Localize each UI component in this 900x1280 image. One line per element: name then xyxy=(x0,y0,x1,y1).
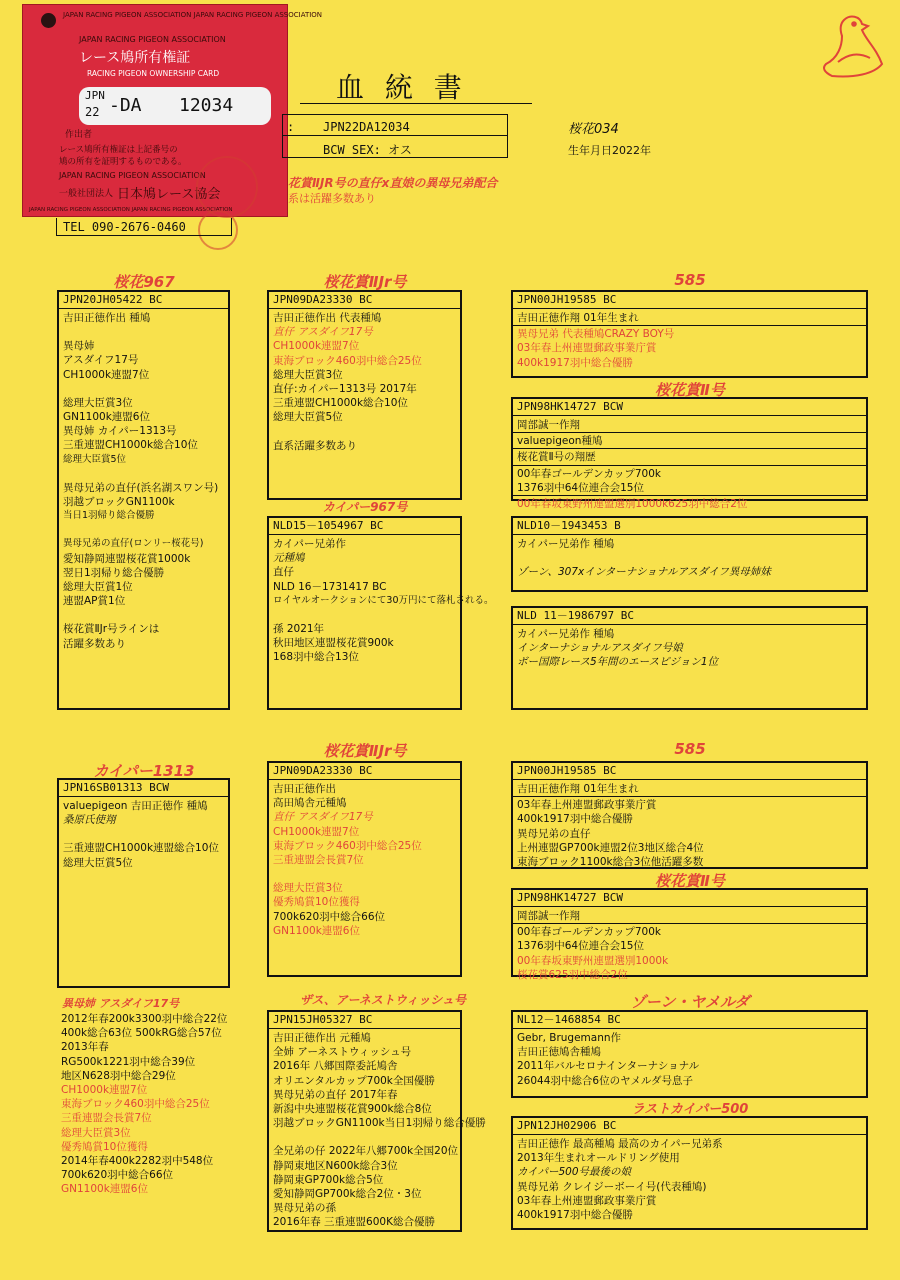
pedigree-line: カイパー兄弟作 種鳩 xyxy=(517,628,615,640)
pedigree-line: 上州連盟GP700k連盟2位3地区総合4位 xyxy=(517,841,704,854)
ring-number: JPN22DA12034 xyxy=(323,120,410,134)
pedigree-line: GN1100k連盟6位 xyxy=(273,924,360,937)
sire-dam-box xyxy=(267,516,494,710)
sire-sire-details xyxy=(269,309,460,455)
pedigree-line: 吉田正徳作出 元種鳩 xyxy=(273,1032,371,1044)
pedigree-line: カイパー500号最後の娘 xyxy=(517,1166,632,1179)
sdd-details xyxy=(513,625,866,672)
phone-number: TEL 090-2676-0460 xyxy=(56,218,232,236)
pedigree-line: 異母姉 カイパー1313号 xyxy=(63,425,177,438)
pedigree-line: NLD 16－1731417 BC xyxy=(273,580,387,593)
card-id-country: JPN xyxy=(85,89,105,102)
dd-box xyxy=(267,1010,486,1232)
pedigree-line: 2016年春 三重連盟600K総合優勝 xyxy=(273,1216,435,1229)
sire-title: 桜花967 xyxy=(113,273,175,291)
pedigree-line: 元種鳩 xyxy=(273,552,305,565)
dss-ring: JPN00JH19585 BC xyxy=(513,763,866,780)
pedigree-line: 400k1917羽中総合優勝 xyxy=(517,356,633,369)
pedigree-line: GN1100k連盟6位 xyxy=(61,1183,148,1196)
card-statement-2: 鳩の所有を証明するものである。 xyxy=(59,157,187,167)
card-assoc-prefix: 一般社団法人 xyxy=(59,189,114,199)
sire-dam-details xyxy=(269,535,494,667)
sdd-ring: NLD 11－1986797 BC xyxy=(513,608,866,625)
ddd-box xyxy=(511,1116,868,1230)
pedigree-line: ボー国際レース5年間のエースピジョン1位 xyxy=(517,656,719,669)
pedigree-line: 26044羽中総合6位のヤメルダ号息子 xyxy=(517,1074,693,1087)
ds-box xyxy=(267,761,462,977)
pedigree-line: ゾーン、307xインターナショナルアスダイフ異母姉妹 xyxy=(517,566,771,579)
pigeon-name: 桜花034 xyxy=(568,122,619,137)
pedigree-line xyxy=(273,608,456,622)
pedigree-line: 2014年春400k2282羽中548位 xyxy=(61,1155,214,1168)
ddd-title: ラストカイパー500 xyxy=(631,1102,749,1117)
pedigree-line: 静岡東地区N600k総合3位 xyxy=(273,1159,398,1172)
pedigree-line: 東海ブロック1100k総合3位他活躍多数 xyxy=(517,856,704,869)
dsd-ring: JPN98HK14727 BCW xyxy=(513,890,866,907)
pedigree-line: 03年春上州連盟郵政事業庁賞 xyxy=(517,342,657,355)
pedigree-line: 三重連盟会長賞7位 xyxy=(61,1112,152,1125)
pedigree-line: 吉田正徳作出 代表種鳩 xyxy=(273,312,382,324)
pedigree-note: 花賞ⅡJR号の直仔x直娘の異母兄弟配合 xyxy=(288,176,498,190)
pedigree-line: 吉田正徳鳩舎種鳩 xyxy=(517,1046,601,1059)
card-footer-line: JAPAN RACING PIGEON ASSOCIATION JAPAN RACING PIGEON ASSOCIATION xyxy=(29,207,233,213)
ddd-ring: JPN12JH02906 BC xyxy=(513,1118,866,1135)
pedigree-line: CH1000k連盟7位 xyxy=(63,368,150,381)
pedigree-line: カイパー兄弟作 種鳩 xyxy=(517,538,615,550)
pedigree-line: 400k総合63位 500kRG総合57位 xyxy=(61,1027,222,1040)
dsd-title: 桜花賞Ⅱ号 xyxy=(655,872,725,890)
dds-title: ゾーン・ヤメルダ xyxy=(630,993,750,1011)
pedigree-line: アスダイフ17号 xyxy=(63,354,139,367)
pedigree-line: 全姉 アーネストウィッシュ号 xyxy=(273,1046,412,1059)
pedigree-line: RG500k1221羽中総合39位 xyxy=(61,1055,196,1068)
sss-box xyxy=(511,290,868,378)
pedigree-line: 総理大臣賞5位 xyxy=(273,411,343,424)
ring-label: : xyxy=(287,120,295,134)
pedigree-line: 静岡東GP700k総合5位 xyxy=(273,1173,384,1186)
pedigree-line: 羽越ブロックGN1100k当日1羽帰り総合優勝 xyxy=(273,1117,486,1130)
card-id-number: 12034 xyxy=(179,95,234,116)
pedigree-line: ロイヤルオークションにて30万円にて落札される。 xyxy=(273,594,494,606)
pedigree-line xyxy=(63,523,224,537)
pedigree-line: 新潟中央連盟桜花賞900k総合8位 xyxy=(273,1103,432,1116)
dam-box xyxy=(57,778,230,988)
pedigree-line: 総理大臣賞3位 xyxy=(61,1126,131,1139)
dam-ring: JPN16SB01313 BCW xyxy=(59,780,228,797)
pedigree-line: 東海ブロック460羽中総合25位 xyxy=(273,839,422,852)
pedigree-line: 直系活躍多数あり xyxy=(273,439,357,452)
pedigree-line: 東海ブロック460羽中総合25位 xyxy=(61,1098,210,1111)
pedigree-line: 700k620羽中総合66位 xyxy=(61,1169,174,1182)
card-id-code: -DA xyxy=(109,95,142,116)
pedigree-line: CH1000k連盟7位 xyxy=(273,825,360,838)
pedigree-line: Gebr, Brugemann作 xyxy=(517,1032,622,1044)
pedigree-line: 当日1羽帰り総合優勝 xyxy=(63,510,155,522)
dss-title: 585 xyxy=(674,740,706,758)
sss-details xyxy=(513,309,866,372)
pedigree-line xyxy=(63,827,224,841)
pedigree-line: 三重連盟CH1000k連盟総合10位 xyxy=(63,842,219,855)
pedigree-line: 00年春坂東野州連盟選別1000k625羽中総合2位 xyxy=(517,498,748,511)
pedigree-line: valuepigeon 吉田正徳作 種鳩 xyxy=(63,800,208,812)
pedigree-line: 三重連盟会長賞7位 xyxy=(273,854,364,867)
card-header-assoc: JAPAN RACING PIGEON ASSOCIATION xyxy=(79,35,226,44)
pedigree-line: 総理大臣賞3位 xyxy=(63,396,133,409)
pedigree-line: 異母兄弟の直仔 xyxy=(517,827,591,840)
pedigree-line: 吉田正徳作 最高種鳩 最高のカイパー兄弟系 xyxy=(517,1138,723,1150)
dam-title: カイパー1313 xyxy=(93,762,195,780)
pedigree-line: 2013年春 xyxy=(61,1041,109,1054)
seal-stamp-icon xyxy=(196,156,258,218)
pedigree-line: 三重連盟CH1000k総合10位 xyxy=(63,439,198,452)
card-id-box xyxy=(79,87,271,125)
pedigree-line: 東海ブロック460羽中総合25位 xyxy=(273,354,422,367)
pedigree-line: 2013年生まれオールドリング使用 xyxy=(517,1152,680,1165)
pedigree-line: 活躍多数あり xyxy=(63,637,126,650)
ssd-title: 桜花賞Ⅱ号 xyxy=(655,381,725,399)
pedigree-line: 1376羽中64位連合会15位 xyxy=(517,940,644,953)
sire-dam-ring: NLD15－1054967 BC xyxy=(269,518,460,535)
pedigree-line: 吉田正徳作翔 01年生まれ xyxy=(513,311,866,326)
ddd-details xyxy=(513,1135,866,1224)
pedigree-line: 2011年バルセロナインターナショナル xyxy=(517,1060,700,1073)
pedigree-line: 秋田地区連盟桜花賞900k xyxy=(273,637,394,650)
pedigree-line: 00年春坂東野州連盟選別1000k xyxy=(517,954,669,967)
sire-sire-box xyxy=(267,290,462,500)
pedigree-line xyxy=(517,551,862,565)
dsd-box xyxy=(511,888,868,981)
pedigree-line: 700k620羽中総合66位 xyxy=(273,910,386,923)
pedigree-line: 異母兄弟の直仔(ロンリー桜花号) xyxy=(63,538,204,550)
sds-box xyxy=(511,516,868,592)
pedigree-line: 異母姉 xyxy=(63,340,95,353)
sire-sire-title: 桜花賞ⅡJr号 xyxy=(323,273,407,291)
pedigree-line: 総理大臣賞3位 xyxy=(273,368,343,381)
pedigree-line: 総理大臣賞1位 xyxy=(63,581,133,594)
pedigree-line xyxy=(63,608,224,622)
dam-extra-box xyxy=(57,1010,264,1208)
pedigree-line: 直仔:カイパー1313号 2017年 xyxy=(273,383,417,396)
pedigree-line: 総理大臣賞3位 xyxy=(273,882,343,895)
pedigree-line: 1376羽中64位連合会15位 xyxy=(513,481,866,496)
pedigree-line: 総理大臣賞5位 xyxy=(63,856,133,869)
pedigree-line: 異母兄弟の直仔(浜名湖スワン号) xyxy=(63,481,219,494)
pedigree-line: 400k1917羽中総合優勝 xyxy=(517,1209,633,1222)
page-title: 血 統 書 xyxy=(336,71,468,104)
pedigree-line: 00年春ゴールデンカップ700k xyxy=(517,467,661,480)
ds-ring: JPN09DA23330 BC xyxy=(269,763,460,780)
dam-details xyxy=(59,797,228,872)
sss-ring: JPN00JH19585 BC xyxy=(513,292,866,309)
pedigree-line: 直仔 アスダイフ17号 xyxy=(273,326,373,339)
pedigree-line: 異母兄弟 代表種鳩CRAZY BOY号 xyxy=(517,328,675,341)
pedigree-line: 岡部誠一作翔 xyxy=(513,909,866,924)
pedigree-line: 総理大臣賞5位 xyxy=(63,453,127,465)
ds-title: 桜花賞ⅡJr号 xyxy=(323,742,407,760)
sire-details xyxy=(59,309,228,653)
pedigree-line xyxy=(63,467,224,481)
card-assoc-jp: 日本鳩レース協会 xyxy=(117,187,221,202)
pedigree-line: 羽越ブロックGN1100k xyxy=(63,496,175,509)
sdd-box xyxy=(511,606,868,710)
sds-details xyxy=(513,535,866,581)
pedigree-line: CH1000k連盟7位 xyxy=(273,340,360,353)
pedigree-line: 連盟AP賞1位 xyxy=(63,595,126,608)
dd-details xyxy=(269,1029,486,1232)
dss-box xyxy=(511,761,868,869)
sss-title: 585 xyxy=(674,271,706,289)
card-title-jp: レース鳩所有権証 xyxy=(79,50,191,66)
dd-ring: JPN15JH05327 BC xyxy=(269,1012,460,1029)
pedigree-line: 高田鳩舎元種鳩 xyxy=(273,797,347,810)
pedigree-line: 03年春上州連盟郵政事業庁賞 xyxy=(517,1194,657,1207)
card-owner-label: 作出者 xyxy=(65,130,93,140)
pedigree-line: 00年春ゴールデンカップ700k xyxy=(517,926,661,939)
pedigree-note-2: 系は活躍多数あり xyxy=(288,192,376,205)
sire-sire-ring: JPN09DA23330 BC xyxy=(269,292,460,309)
ssd-box xyxy=(511,397,868,511)
card-statement-1: レース鳩所有権証は上記番号の xyxy=(59,145,178,155)
pedigree-line: 桜花賞ⅡJr号ラインは xyxy=(63,623,160,636)
sire-dam-title: カイパー967号 xyxy=(322,500,408,514)
pedigree-line: 400k1917羽中総合優勝 xyxy=(517,813,633,826)
dds-details xyxy=(513,1029,866,1090)
dds-box xyxy=(511,1010,868,1098)
pedigree-line: 直仔 xyxy=(273,566,294,579)
pedigree-line: 全兄弟の仔 2022年八郷700k全国20位 xyxy=(273,1145,459,1158)
pedigree-line: CH1000k連盟7位 xyxy=(61,1084,148,1097)
pedigree-line: 2016年 八郷国際委託鳩舎 xyxy=(273,1060,398,1073)
pedigree-line: 愛知静岡連盟桜花賞1000k xyxy=(63,552,191,565)
pedigree-line: 03年春上州連盟郵政事業庁賞 xyxy=(517,799,657,812)
pedigree-line: 168羽中総合13位 xyxy=(273,651,359,664)
pedigree-line: 桜花賞Ⅱ号の翔歴 xyxy=(513,450,866,465)
ds-details xyxy=(269,780,460,940)
pigeon-logo-icon xyxy=(818,12,888,84)
pedigree-line: 直仔 アスダイフ17号 xyxy=(273,811,373,824)
sire-ring: JPN20JH05422 BC xyxy=(59,292,228,309)
pedigree-line: インターナショナルアスダイフ号娘 xyxy=(517,642,683,655)
pedigree-line xyxy=(63,325,224,339)
pedigree-line: 2012年春200k3300羽中総合22位 xyxy=(61,1013,228,1025)
pedigree-line: 岡部誠一作翔 xyxy=(513,418,866,433)
dsd-details xyxy=(513,907,866,984)
card-header-line: JAPAN RACING PIGEON ASSOCIATION JAPAN RACING PIGEON ASSOCIATION xyxy=(63,11,323,19)
pedigree-line: 異母兄弟の直仔 2017年春 xyxy=(273,1088,398,1101)
pedigree-line: GN1100k連盟6位 xyxy=(63,411,150,424)
dam-extra-title: 異母姉 アスダイフ17号 xyxy=(62,997,180,1010)
pedigree-line xyxy=(273,425,456,439)
pedigree-line: 地区N628羽中総合29位 xyxy=(61,1069,176,1082)
ssd-ring: JPN98HK14727 BCW xyxy=(513,399,866,416)
sds-ring: NLD10－1943453 B xyxy=(513,518,866,535)
pedigree-line: 愛知静岡GP700k総合2位・3位 xyxy=(273,1188,422,1201)
card-title-en: RACING PIGEON OWNERSHIP CARD xyxy=(87,69,220,78)
ssd-details xyxy=(513,416,866,513)
info-box xyxy=(282,114,508,158)
color-sex: BCW SEX: オス xyxy=(323,143,412,157)
pedigree-line: オリエンタルカップ700k全国優勝 xyxy=(273,1074,435,1087)
pedigree-line: 優秀鳩賞10位獲得 xyxy=(61,1140,148,1153)
pedigree-line: 桑原氏使翔 xyxy=(63,814,116,827)
pedigree-line: 優秀鳩賞10位獲得 xyxy=(273,896,360,909)
dd-title: ザス、アーネストウィッシュ号 xyxy=(300,993,466,1007)
pedigree-line: 三重連盟CH1000k総合10位 xyxy=(273,397,408,410)
sire-box xyxy=(57,290,230,710)
pedigree-line: カイパー兄弟作 xyxy=(273,538,346,550)
pedigree-line: 異母兄弟 クレイジーボーイ号(代表種鳩) xyxy=(517,1180,707,1193)
card-id-year: 22 xyxy=(85,105,100,119)
birth-year: 生年月日2022年 xyxy=(568,144,651,157)
card-assoc-en: JAPAN RACING PIGEON ASSOCIATION xyxy=(59,171,206,180)
pedigree-line: 孫 2021年 xyxy=(273,623,325,636)
pedigree-line: 翌日1羽帰り総合優勝 xyxy=(63,566,165,579)
pedigree-line: 吉田正徳作出 xyxy=(273,783,336,795)
dam-extra-details xyxy=(57,1010,264,1199)
card-hole-icon xyxy=(41,13,56,28)
dss-details xyxy=(513,780,866,871)
title-underline xyxy=(300,103,532,104)
pedigree-line xyxy=(273,867,456,881)
pedigree-line: 吉田正徳作翔 01年生まれ xyxy=(513,782,866,797)
pedigree-line: valuepigeon種鳩 xyxy=(513,434,866,449)
dds-ring: NL12－1468854 BC xyxy=(513,1012,866,1029)
pedigree-line: 桜花賞625羽中総合2位 xyxy=(517,968,628,981)
pedigree-line xyxy=(63,382,224,396)
pedigree-line: 異母兄弟の孫 xyxy=(273,1202,336,1215)
pedigree-line xyxy=(273,1130,456,1144)
pedigree-line: 吉田正徳作出 種鳩 xyxy=(63,312,151,324)
